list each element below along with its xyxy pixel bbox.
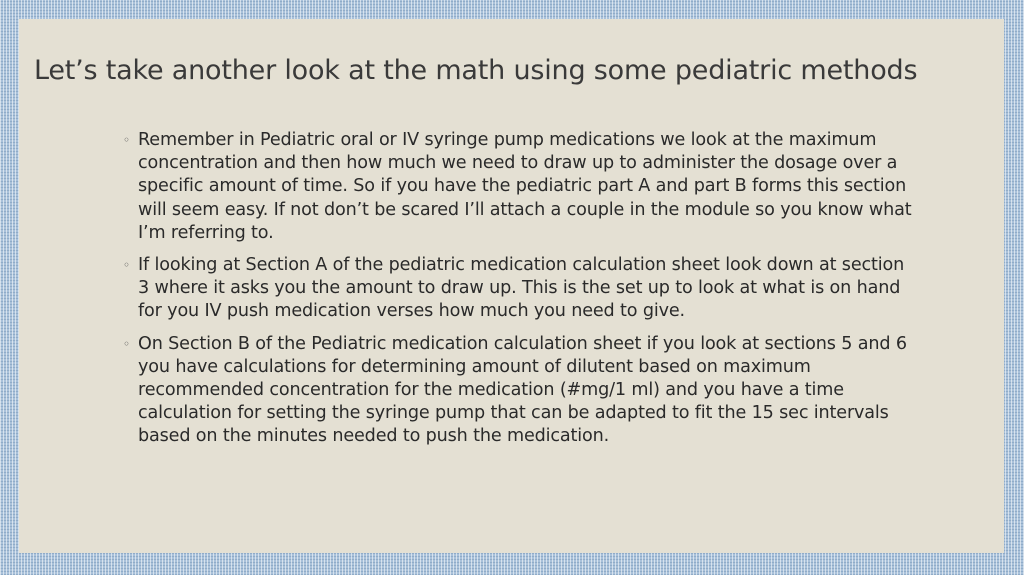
bullet-item — [123, 129, 913, 245]
bullet-text: On Section B of the Pediatric medication calculation sheet if you look at sections 5 and 6 you have calculations for determining amount of dilutent based on maximum recommended concentration for the medication (#mg/1 ml) and you have a time calculation for setting the syringe pump that can be adapted to fit the 15 sec intervals based on the minutes needed to push the medication. — [138, 333, 907, 447]
bullet-marker-icon: ◦ — [123, 133, 130, 147]
bullet-item — [123, 254, 913, 324]
slide-title: Let’s take another look at the math using some pediatric methods — [34, 55, 918, 86]
bullet-list — [123, 129, 913, 458]
bullet-marker-icon: ◦ — [123, 336, 130, 351]
slide — [19, 19, 1004, 553]
bullet-text: Remember in Pediatric oral or IV syringe pump medications we look at the maximum concentration and then how much we need to draw up to administer the dosage over a specific amount of time. So if you have the pediatric part A and part B forms this section will seem easy. If not don’t be scared I’ll attach a couple in the module so you know what I’m referring to. — [138, 130, 912, 243]
bullet-text: If looking at Section A of the pediatric medication calculation sheet look down at section 3 where it asks you the amount to draw up. This is the set up to look at what is on hand for you IV push medication verses how much you need to give. — [138, 255, 905, 322]
bullet-marker-icon: ◦ — [123, 258, 130, 273]
bullet-item — [123, 333, 913, 449]
